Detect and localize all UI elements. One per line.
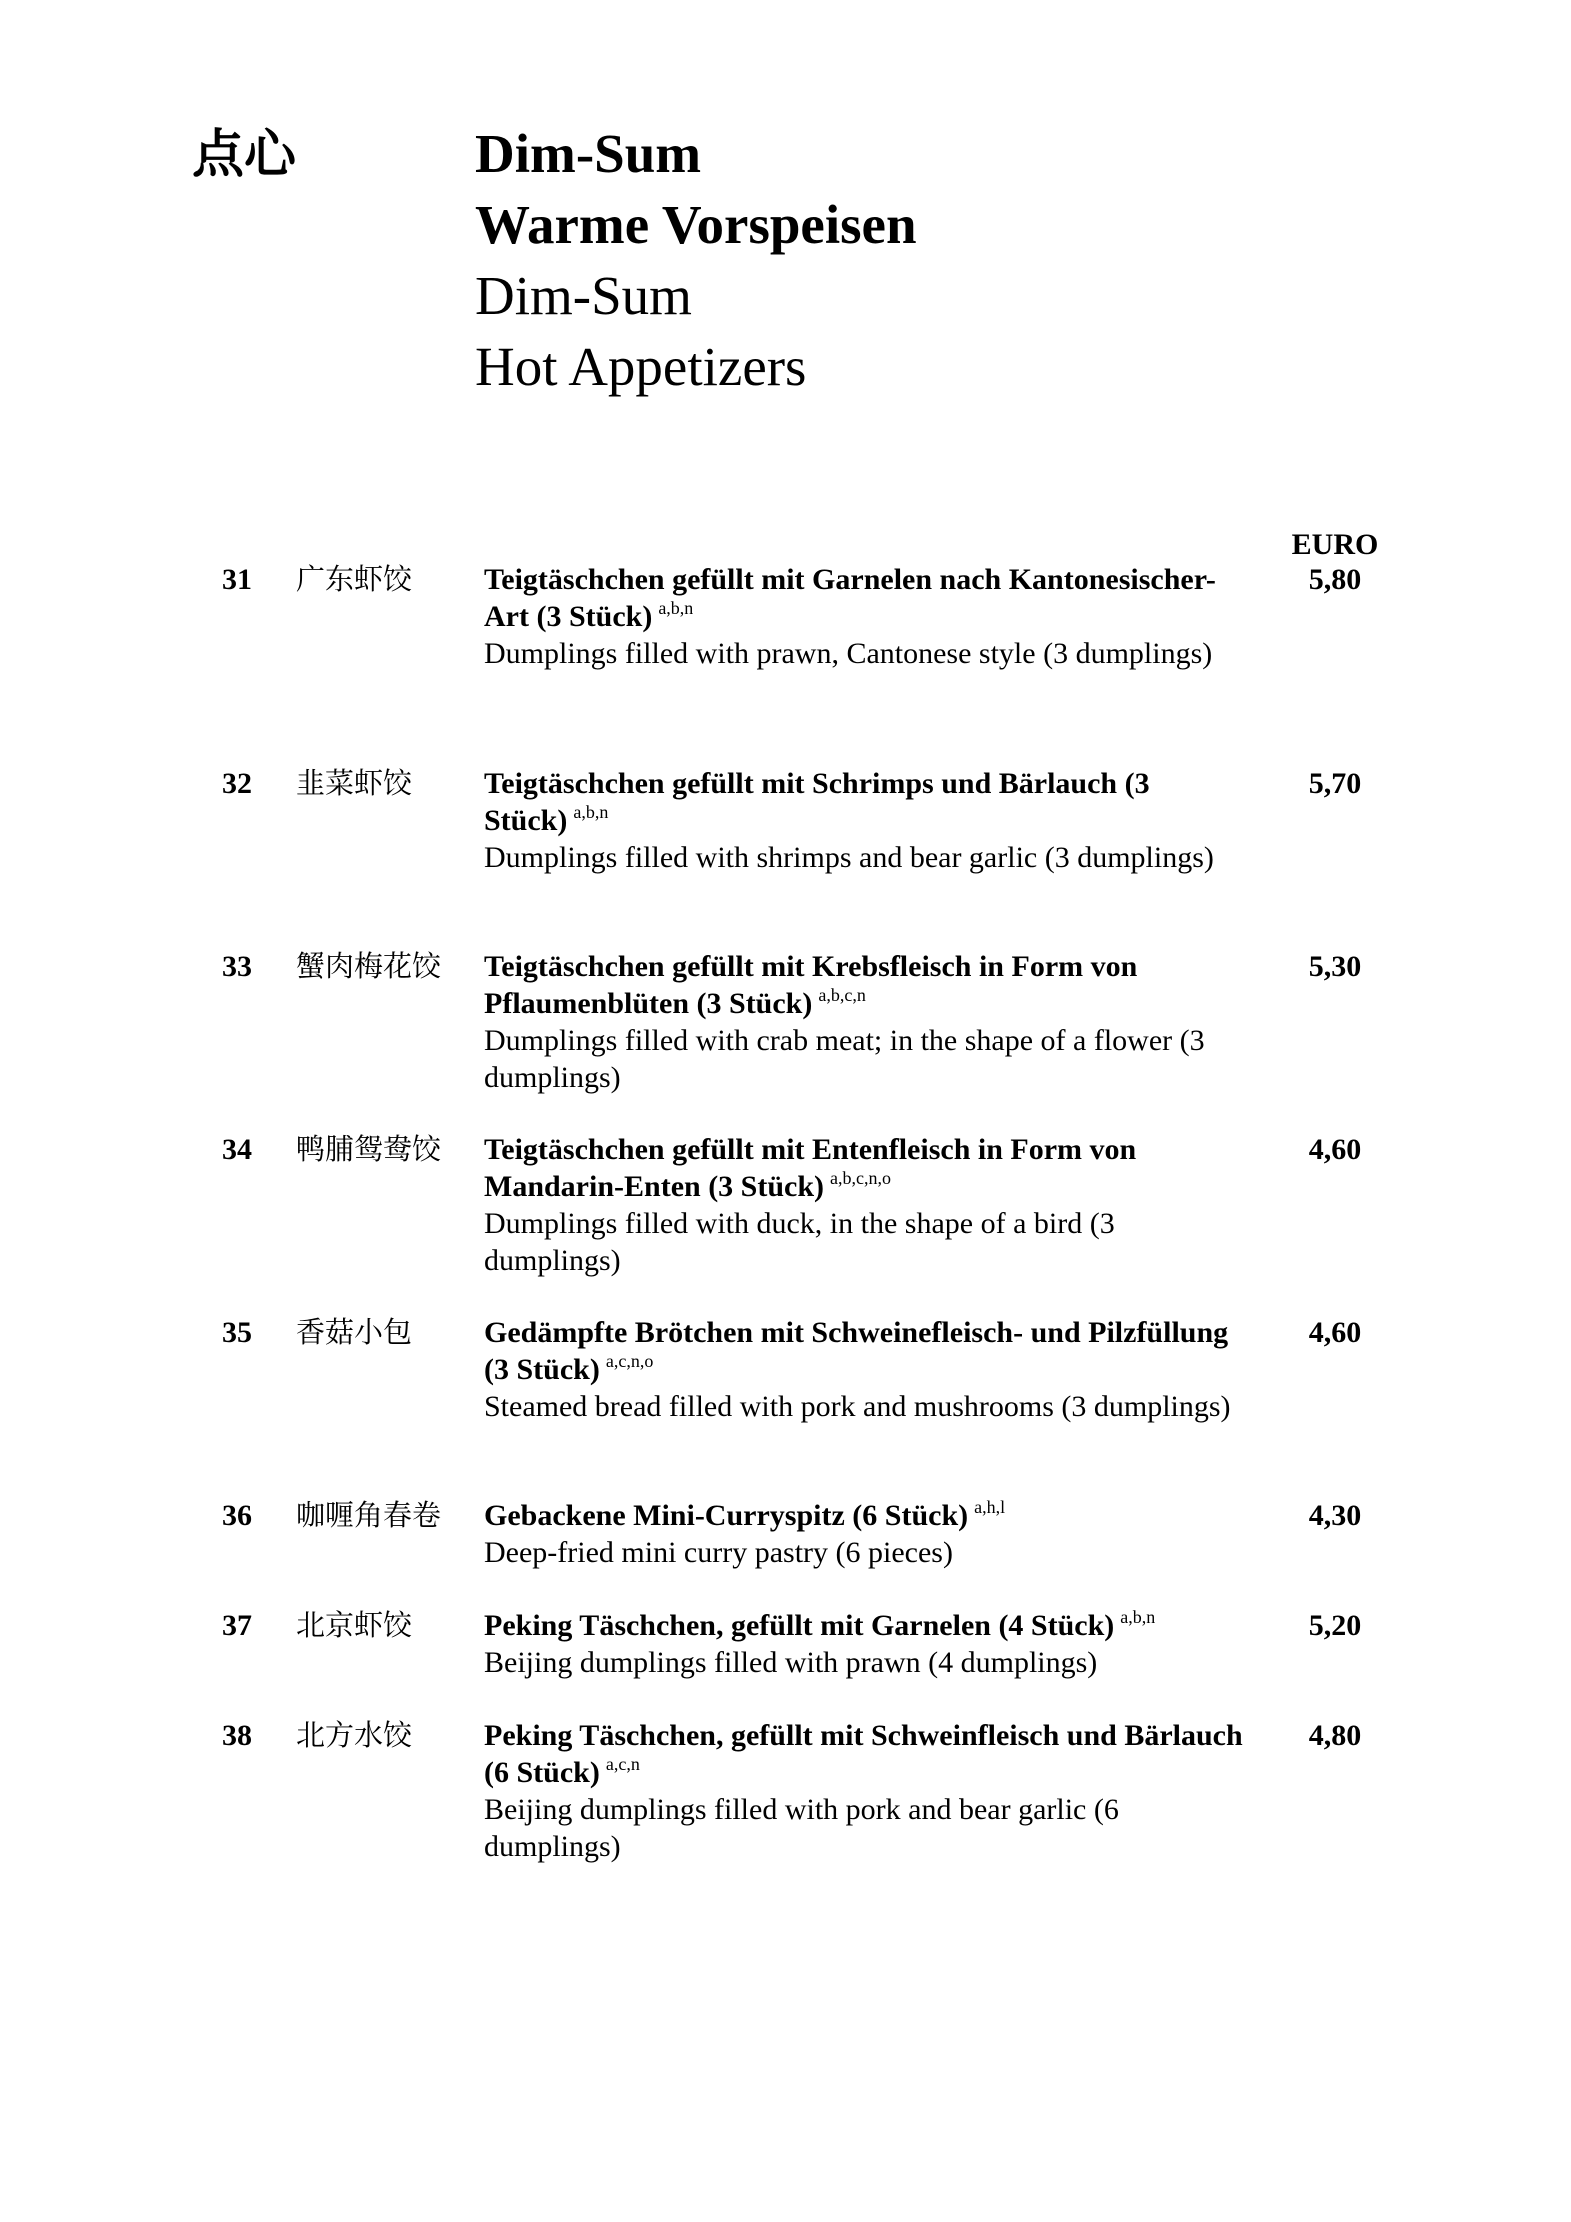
item-number: 31 — [222, 563, 252, 596]
item-price: 4,30 — [1308, 1499, 1362, 1532]
item-price: 4,60 — [1308, 1133, 1362, 1166]
title-german-dimsum: Dim-Sum — [475, 123, 702, 184]
title-english-category: Hot Appetizers — [475, 336, 807, 397]
item-chinese-name: 北方水饺 — [296, 1718, 413, 1752]
item-allergen-codes: a,b,n — [658, 598, 694, 618]
chinese-heading: 点心 — [192, 125, 297, 185]
item-description — [484, 1314, 1244, 1425]
item-allergen-codes: a,b,n — [1120, 1607, 1156, 1627]
item-english-name: Deep-fried mini curry pastry (6 pieces) — [484, 1536, 953, 1569]
item-allergen-codes: a,c,n,o — [605, 1351, 654, 1371]
item-price: 4,60 — [1308, 1316, 1362, 1349]
item-chinese-name: 咖喱角春卷 — [296, 1498, 442, 1532]
title-german-category: Warme Vorspeisen — [475, 194, 917, 255]
item-english-name: Beijing dumplings filled with prawn (4 dumplings) — [484, 1646, 1098, 1679]
item-english-name: Dumplings filled with prawn, Cantonese style (3 dumplings) — [484, 637, 1213, 670]
item-price: 5,70 — [1308, 767, 1362, 800]
item-number: 34 — [222, 1133, 252, 1166]
item-german-name: Gedämpfte Brötchen mit Schweinefleisch- und Pilzfüllung (3 Stück) — [484, 1316, 1229, 1386]
item-number: 35 — [222, 1316, 252, 1349]
item-english-name: Steamed bread filled with pork and mushrooms (3 dumplings) — [484, 1390, 1231, 1423]
title-english-dimsum: Dim-Sum — [475, 265, 692, 326]
item-allergen-codes: a,b,c,n,o — [830, 1168, 892, 1188]
item-allergen-codes: a,b,n — [573, 802, 609, 822]
item-price: 5,20 — [1308, 1609, 1362, 1642]
item-english-name: Beijing dumplings filled with pork and bear garlic (6 dumplings) — [484, 1793, 1119, 1863]
item-english-name: Dumplings filled with duck, in the shape of a bird (3 dumplings) — [484, 1207, 1115, 1277]
item-description — [484, 765, 1244, 876]
item-description — [484, 1131, 1244, 1279]
item-description — [484, 1717, 1244, 1865]
item-number: 36 — [222, 1499, 252, 1532]
item-german-name: Gebackene Mini-Curryspitz (6 Stück) — [484, 1499, 969, 1532]
item-number: 32 — [222, 767, 252, 800]
item-chinese-name: 香菇小包 — [296, 1315, 413, 1349]
item-chinese-name: 蟹肉梅花饺 — [296, 949, 442, 983]
item-chinese-name: 韭菜虾饺 — [296, 766, 413, 800]
item-allergen-codes: a,h,l — [974, 1497, 1006, 1517]
item-price: 4,80 — [1308, 1719, 1362, 1752]
item-description — [484, 1607, 1244, 1681]
item-german-name: Teigtäschchen gefüllt mit Schrimps und Bärlauch (3 Stück) — [484, 767, 1150, 837]
item-english-name: Dumplings filled with crab meat; in the shape of a flower (3 dumplings) — [484, 1024, 1205, 1094]
item-description — [484, 948, 1244, 1096]
item-allergen-codes: a,c,n — [605, 1754, 640, 1774]
currency-header: EURO — [1291, 528, 1379, 561]
item-english-name: Dumplings filled with shrimps and bear garlic (3 dumplings) — [484, 841, 1214, 874]
item-german-name: Teigtäschchen gefüllt mit Entenfleisch in Form von Mandarin-Enten (3 Stück) — [484, 1133, 1137, 1203]
item-number: 33 — [222, 950, 252, 983]
item-chinese-name: 广东虾饺 — [296, 562, 413, 596]
item-german-name: Teigtäschchen gefüllt mit Krebsfleisch in Form von Pflaumenblüten (3 Stück) — [484, 950, 1138, 1020]
item-german-name: Teigtäschchen gefüllt mit Garnelen nach Kantonesischer-Art (3 Stück) — [484, 563, 1216, 633]
item-chinese-name: 北京虾饺 — [296, 1608, 413, 1642]
item-allergen-codes: a,b,c,n — [818, 985, 866, 1005]
item-german-name: Peking Täschchen, gefüllt mit Schweinfleisch und Bärlauch (6 Stück) — [484, 1719, 1243, 1789]
item-description — [484, 1497, 1244, 1571]
item-price: 5,30 — [1308, 950, 1362, 983]
menu-title-block — [475, 118, 917, 402]
item-chinese-name: 鸭脯鸳鸯饺 — [296, 1132, 442, 1166]
item-number: 37 — [222, 1609, 252, 1642]
item-description — [484, 561, 1244, 672]
item-number: 38 — [222, 1719, 252, 1752]
item-price: 5,80 — [1308, 563, 1362, 596]
item-german-name: Peking Täschchen, gefüllt mit Garnelen (4 Stück) — [484, 1609, 1115, 1642]
